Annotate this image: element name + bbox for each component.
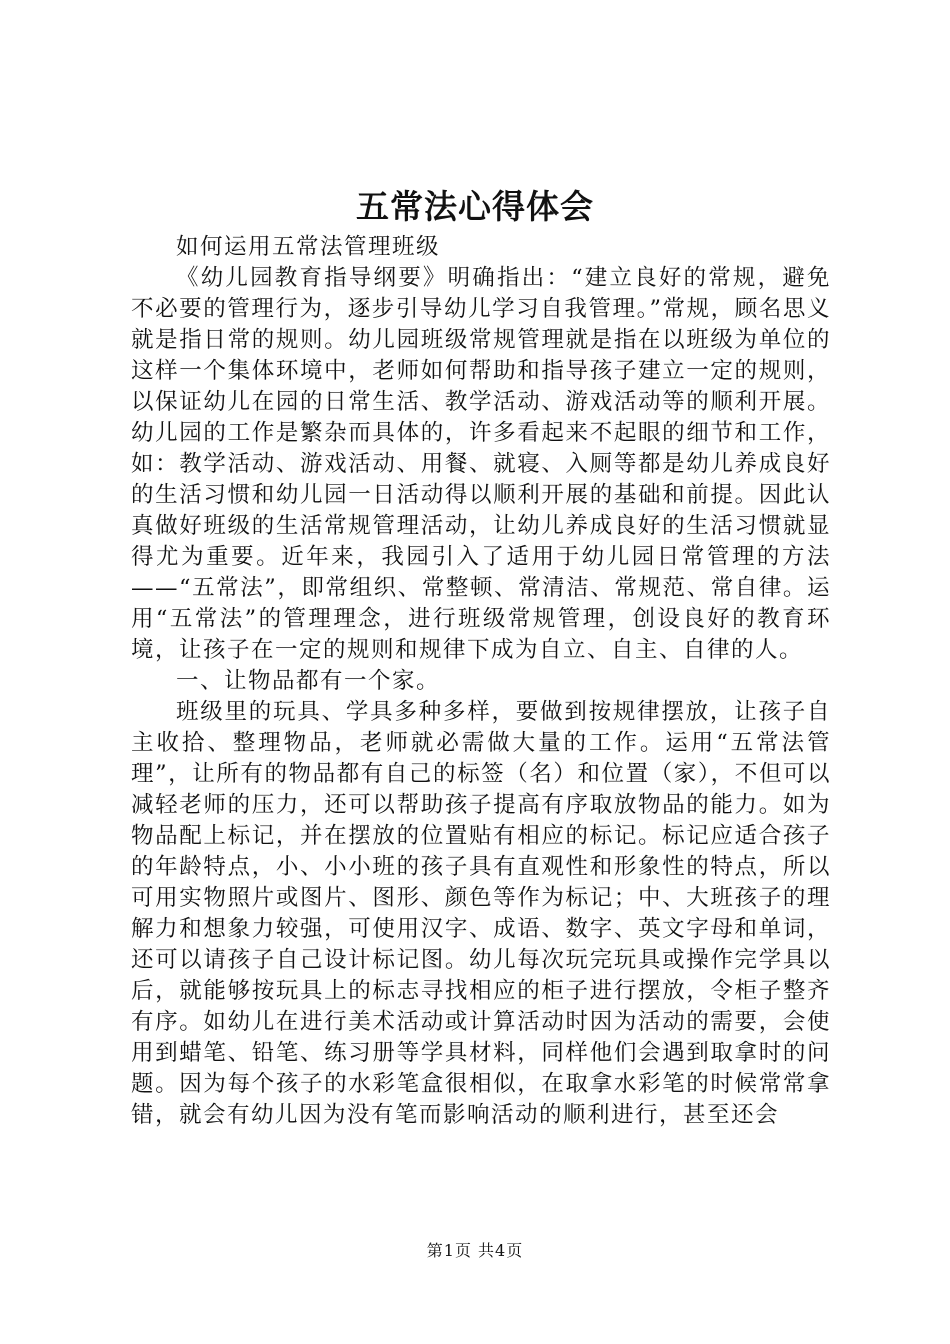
body-paragraph: 班级里的玩具、学具多种多样，要做到按规律摆放，让孩子自主收拾、整理物品，老师就必需做大量的工作。运用“五常法管理”，让所有的物品都有自己的标签（名）和位置（家），不但可以减轻老师的压力，还可以帮助孩子提高有序取放物品的能力。如为物品配上标记，并在摆放的位置贴有相应的标记。标记应适合孩子的年龄特点，小、小小班的孩子具有直观性和形象性的特点，所以可用实物照片或图片、图形、颜色等作为标记；中、大班孩子的理解力和想象力较强，可使用汉字、成语、数字、英文字母和单词，还可以请孩子自己设计标记图。幼儿每次玩完玩具或操作完学具以后，就能够按玩具上的标志寻找相应的柜子进行摆放，令柜子整齐有序。如幼儿在进行美术活动或计算活动时因为活动的需要，会使用到蜡笔、铅笔、练习册等学具材料，同样他们会遇到取拿时的问题。因为每个孩子的水彩笔盒很相似，在取拿水彩笔的时候常常拿错，就会有幼儿因为没有笔而影响活动的顺利进行，甚至还会 <box>131 699 831 1128</box>
section-heading: 一、让物品都有一个家。 <box>176 668 441 694</box>
document-body <box>131 232 831 1131</box>
document-title: 五常法心得体会 <box>356 187 594 226</box>
page-footer: 第1页 共4页 <box>426 1241 524 1260</box>
body-paragraph: 《幼儿园教育指导纲要》明确指出：“建立良好的常规，避免不必要的管理行为，逐步引导幼儿学习自我管理。”常规，顾名思义就是指日常的规则。幼儿园班级常规管理就是指在以班级为单位的这样一个集体环境中，老师如何帮助和指导孩子建立一定的规则，以保证幼儿在园的日常生活、教学活动、游戏活动等的顺利开展。幼儿园的工作是繁杂而具体的，许多看起来不起眼的细节和工作，如：教学活动、游戏活动、用餐、就寝、入厕等都是幼儿养成良好的生活习惯和幼儿园一日活动得以顺利开展的基础和前提。因此认真做好班级的生活常规管理活动，让幼儿养成良好的生活习惯就显得尤为重要。近年来，我园引入了适用于幼儿园日常管理的方法——“五常法”，即常组织、常整顿、常清洁、常规范、常自律。运用“五常法”的管理理念，进行班级常规管理，创设良好的教育环境，让孩子在一定的规则和规律下成为自立、自主、自律的人。 <box>131 265 831 663</box>
section-heading: 如何运用五常法管理班级 <box>176 234 441 260</box>
